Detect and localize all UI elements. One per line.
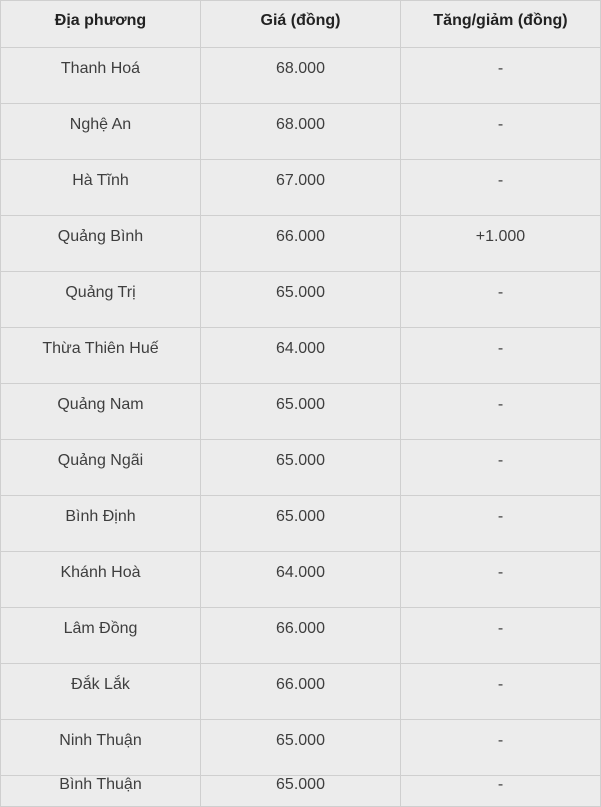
cell-region: Thanh Hoá [1,48,201,104]
cell-change: - [401,48,601,104]
cell-price: 65.000 [201,776,401,807]
table-row [1,384,601,440]
table-row [1,776,601,807]
cell-region: Quảng Nam [1,384,201,440]
cell-region: Quảng Bình [1,216,201,272]
cell-price: 67.000 [201,160,401,216]
cell-price: 68.000 [201,104,401,160]
cell-price: 64.000 [201,328,401,384]
cell-change: +1.000 [401,216,601,272]
cell-change: - [401,160,601,216]
table-row [1,552,601,608]
cell-change: - [401,384,601,440]
table-row [1,216,601,272]
cell-price: 65.000 [201,384,401,440]
cell-change: - [401,104,601,160]
table-row [1,104,601,160]
table-row [1,440,601,496]
cell-region: Bình Định [1,496,201,552]
cell-price: 66.000 [201,664,401,720]
cell-region: Ninh Thuận [1,720,201,776]
cell-price: 68.000 [201,48,401,104]
header-price: Giá (đồng) [201,1,401,48]
cell-price: 65.000 [201,496,401,552]
cell-region: Quảng Ngãi [1,440,201,496]
cell-price: 66.000 [201,608,401,664]
table-row [1,160,601,216]
cell-change: - [401,328,601,384]
table-header-row [1,1,601,48]
table-row [1,664,601,720]
cell-region: Quảng Trị [1,272,201,328]
cell-region: Bình Thuận [1,776,201,807]
cell-change: - [401,720,601,776]
cell-price: 65.000 [201,720,401,776]
table-row [1,328,601,384]
cell-price: 65.000 [201,440,401,496]
cell-region: Thừa Thiên Huế [1,328,201,384]
cell-price: 66.000 [201,216,401,272]
header-region: Địa phương [1,1,201,48]
cell-price: 65.000 [201,272,401,328]
cell-region: Đắk Lắk [1,664,201,720]
cell-region: Hà Tĩnh [1,160,201,216]
table-row [1,496,601,552]
table-row [1,48,601,104]
cell-region: Nghệ An [1,104,201,160]
table-row [1,720,601,776]
table-row [1,608,601,664]
cell-change: - [401,272,601,328]
cell-change: - [401,608,601,664]
cell-region: Lâm Đồng [1,608,201,664]
cell-change: - [401,440,601,496]
cell-region: Khánh Hoà [1,552,201,608]
cell-price: 64.000 [201,552,401,608]
header-change: Tăng/giảm (đồng) [401,1,601,48]
table-row [1,272,601,328]
cell-change: - [401,496,601,552]
cell-change: - [401,552,601,608]
cell-change: - [401,664,601,720]
cell-change: - [401,776,601,807]
